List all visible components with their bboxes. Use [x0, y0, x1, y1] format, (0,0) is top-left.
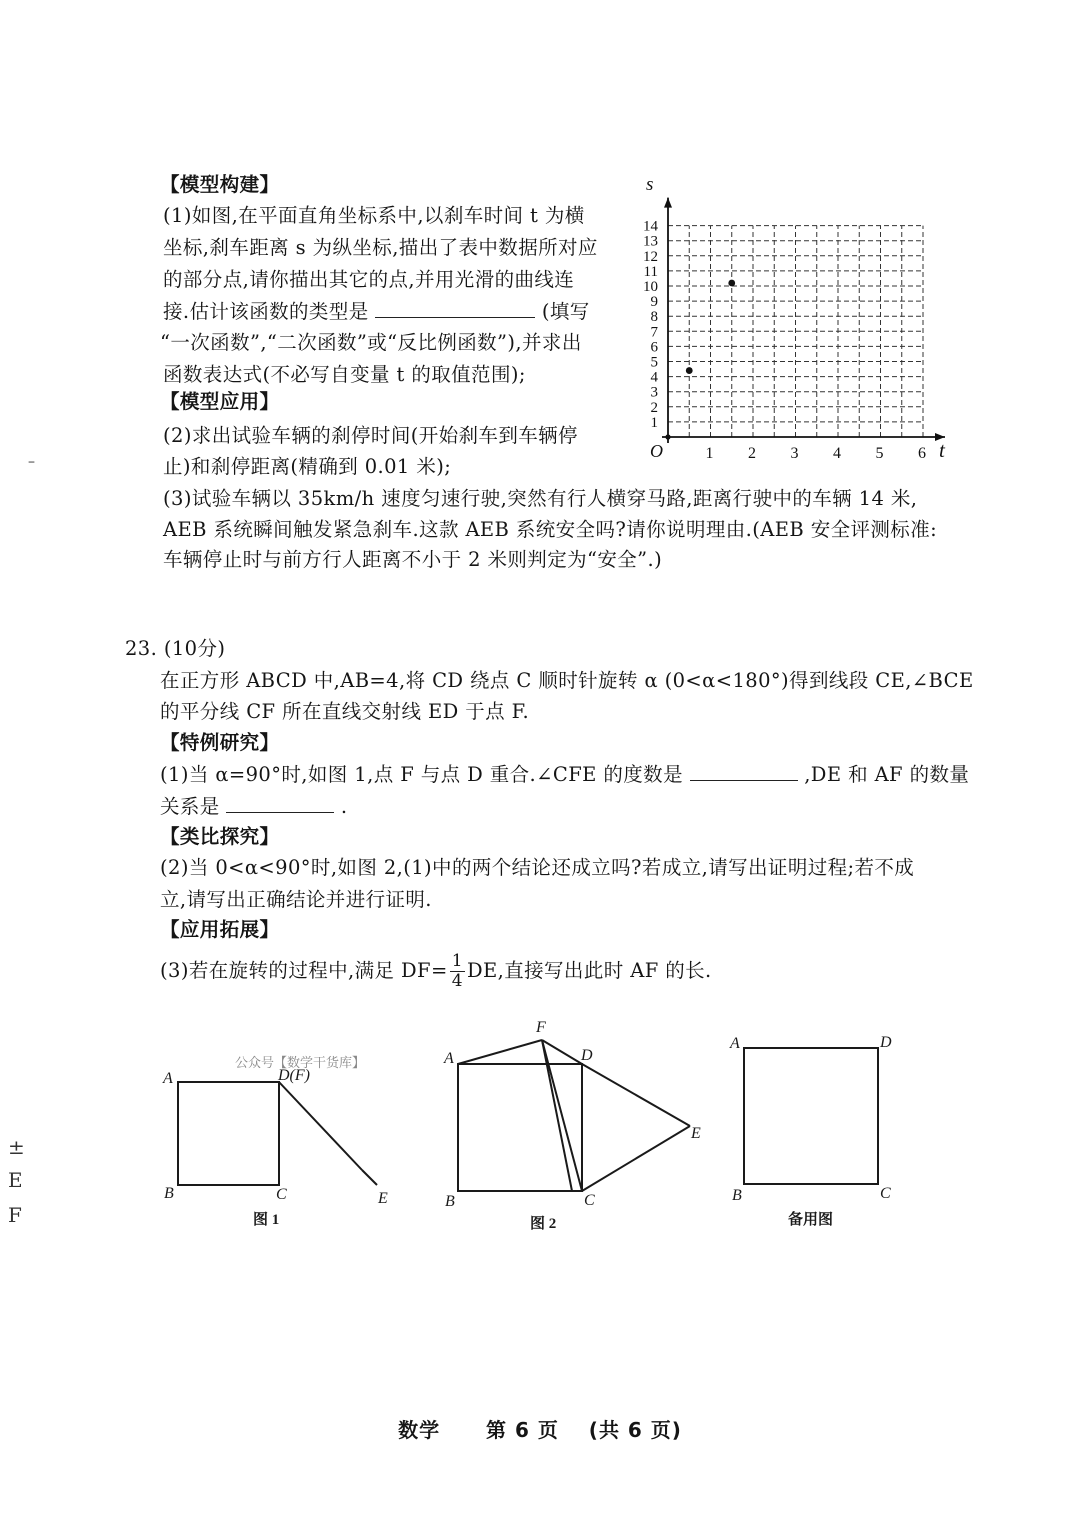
- q22-p1-line4-text: 接.估计该函数的类型是: [163, 300, 369, 323]
- margin-mark-2: E: [8, 1168, 23, 1192]
- q22-p1-line6: 函数表达式(不必写自变量 t 的取值范围);: [163, 363, 526, 386]
- q23-p1-line1: [160, 760, 969, 790]
- q22-p1-line2: 坐标,刹车距离 s 为纵坐标,描出了表中数据所对应: [163, 236, 598, 259]
- fig2-segment-fc: [542, 1040, 582, 1191]
- x-tick-label: 6: [918, 445, 926, 462]
- page-footer: [0, 1414, 1080, 1443]
- fig2-label-b: B: [445, 1193, 455, 1210]
- q23-score: (10分): [163, 637, 226, 660]
- heading-analogy: 【类比探究】: [160, 825, 280, 848]
- geometry-figures: [140, 1010, 990, 1245]
- y-tick-label: 5: [650, 354, 658, 371]
- origin-dot: [665, 434, 670, 439]
- y-tick-label: 4: [650, 369, 658, 386]
- y-tick-label: 14: [643, 218, 658, 235]
- q23-p1-text: (1)当 α=90°时,如图 1,点 F 与点 D 重合.∠CFE 的度数是: [160, 763, 683, 786]
- fig2-label-c: C: [584, 1192, 595, 1209]
- x-tick-label: 5: [875, 445, 884, 462]
- fig1-label-e: E: [378, 1190, 388, 1207]
- q22-p1-line1: (1)如图,在平面直角坐标系中,以刹车时间 t 为横: [163, 204, 585, 227]
- q22-p1-line5: “一次函数”,“二次函数”或“反比例函数”),并求出: [160, 331, 582, 354]
- data-point: [686, 367, 693, 374]
- heading-model-build: 【模型构建】: [160, 173, 280, 196]
- q23-p3-line: [160, 952, 712, 991]
- data-point: [728, 280, 735, 287]
- heading-special-case: 【特例研究】: [160, 731, 280, 754]
- y-tick-label: 10: [643, 279, 658, 295]
- watermark-text: 公众号【数学干货库】: [235, 1055, 366, 1070]
- q22-p1-line4-tail: (填写: [541, 300, 590, 323]
- y-tick-label: 8: [650, 309, 658, 326]
- fig1-segment-de-end: [362, 1170, 377, 1185]
- coordinate-grid-chart: [630, 168, 950, 468]
- fig1-label-b: B: [164, 1185, 174, 1202]
- q22-p3-line2: AEB 系统瞬间触发紧急刹车.这款 AEB 系统安全吗?请你说明理由.(AEB 安全评测标准:: [163, 518, 938, 541]
- fig2-caption: 图 2: [530, 1216, 557, 1232]
- fig2-label-f: F: [536, 1019, 546, 1036]
- fig1-square: [178, 1082, 279, 1185]
- answer-blank-de-af-relation[interactable]: [226, 792, 334, 813]
- fig2-segment-af: [458, 1040, 542, 1064]
- q23-p1-line2-tail: .: [340, 795, 348, 818]
- q23-p3-text: (3)若在旋转的过程中,满足 DF=: [160, 959, 448, 982]
- x-axis-label: t: [939, 438, 945, 462]
- y-tick-label: 1: [650, 414, 658, 431]
- footer-total: (共 6 页): [588, 1418, 682, 1442]
- x-tick-label: 3: [790, 445, 799, 462]
- q23-p1-line2: [160, 792, 348, 822]
- y-tick-label: 13: [643, 233, 658, 250]
- y-tick-label: 12: [643, 248, 658, 265]
- backup-label-a: A: [730, 1035, 740, 1052]
- chart-axes: [662, 198, 945, 443]
- chart-points: [686, 280, 735, 374]
- footer-page: 第 6 页: [486, 1418, 559, 1442]
- q23-header: [125, 634, 225, 664]
- heading-extend: 【应用拓展】: [160, 918, 280, 941]
- backup-label-b: B: [732, 1187, 742, 1204]
- fig2-segment-de: [582, 1064, 690, 1126]
- q23-p1-line2-text: 关系是: [160, 795, 220, 818]
- q22-p1-line3: 的部分点,请你描出其它的点,并用光滑的曲线连: [163, 268, 575, 291]
- footer-subject: 数学: [398, 1418, 441, 1442]
- fraction-one-quarter: $\frac{1}{4}$: [451, 951, 463, 991]
- y-axis-label: s: [646, 174, 654, 195]
- backup-label-c: C: [880, 1185, 891, 1202]
- x-tick-label: 4: [833, 445, 841, 462]
- margin-mark-1: ±: [8, 1135, 25, 1159]
- q23-p2-line1: (2)当 0<α<90°时,如图 2,(1)中的两个结论还成立吗?若成立,请写出证明过程;若不成: [160, 856, 915, 879]
- q23-number: 23.: [125, 637, 158, 660]
- q22-p2-line1: (2)求出试验车辆的刹停时间(开始刹车到车辆停: [163, 424, 578, 447]
- fig1-segment-de: [279, 1082, 362, 1170]
- x-tick-label: 1: [705, 445, 714, 462]
- q22-p3-line1: (3)试验车辆以 35km/h 速度匀速行驶,突然有行人横穿马路,距离行驶中的车辆 14 米,: [163, 487, 918, 510]
- backup-caption: 备用图: [788, 1212, 834, 1228]
- fig2-label-e: E: [691, 1125, 701, 1142]
- figure-backup: [744, 1048, 878, 1184]
- heading-model-apply: 【模型应用】: [160, 390, 280, 413]
- q22-p2-line2: 止)和刹停距离(精确到 0.01 米);: [163, 455, 452, 478]
- fig1-label-a: A: [163, 1070, 173, 1087]
- backup-label-d: D: [880, 1034, 892, 1051]
- margin-mark-dash: –: [28, 454, 35, 470]
- answer-blank-function-type[interactable]: [375, 297, 535, 318]
- fig1-label-d: D(F): [278, 1067, 310, 1084]
- backup-square: [744, 1048, 878, 1184]
- figure-2: [458, 1040, 690, 1191]
- y-tick-label: 7: [650, 324, 658, 341]
- y-tick-label: 6: [650, 339, 658, 356]
- q23-p3-tail: DE,直接写出此时 AF 的长.: [466, 959, 712, 982]
- q22-p1-line4: [163, 297, 590, 327]
- origin-label: O: [650, 441, 663, 461]
- q23-stem-line1: 在正方形 ABCD 中,AB=4,将 CD 绕点 C 顺时针旋转 α (0<α<180°)得到线段 CE,∠BCE: [160, 669, 974, 692]
- answer-blank-angle-cfe[interactable]: [690, 760, 798, 781]
- chart-ticks: [643, 174, 946, 462]
- q23-p1-tail: ,DE 和 AF 的数量: [804, 763, 970, 786]
- fig2-segment-fc2: [542, 1040, 572, 1191]
- q22-p3-line3: 车辆停止时与前方行人距离不小于 2 米则判定为“安全”.): [163, 548, 663, 571]
- q23-p2-line2: 立,请写出正确结论并进行证明.: [160, 888, 432, 911]
- y-tick-label: 2: [650, 399, 658, 416]
- fig2-label-a: A: [444, 1050, 454, 1067]
- y-tick-label: 11: [643, 263, 658, 280]
- figure-1: [178, 1082, 377, 1185]
- margin-mark-3: F: [8, 1203, 22, 1227]
- chart-grid: [668, 226, 923, 437]
- fig2-label-d: D: [581, 1047, 593, 1064]
- x-tick-label: 2: [748, 445, 756, 462]
- y-axis-arrow: [664, 198, 672, 208]
- fig2-square: [458, 1064, 582, 1191]
- q23-stem-line2: 的平分线 CF 所在直线交射线 ED 于点 F.: [160, 700, 530, 723]
- fig1-label-c: C: [276, 1186, 287, 1203]
- fig1-caption: 图 1: [253, 1212, 280, 1228]
- y-tick-label: 9: [650, 294, 658, 311]
- fig2-segment-ce: [582, 1126, 690, 1191]
- y-tick-label: 3: [650, 384, 658, 401]
